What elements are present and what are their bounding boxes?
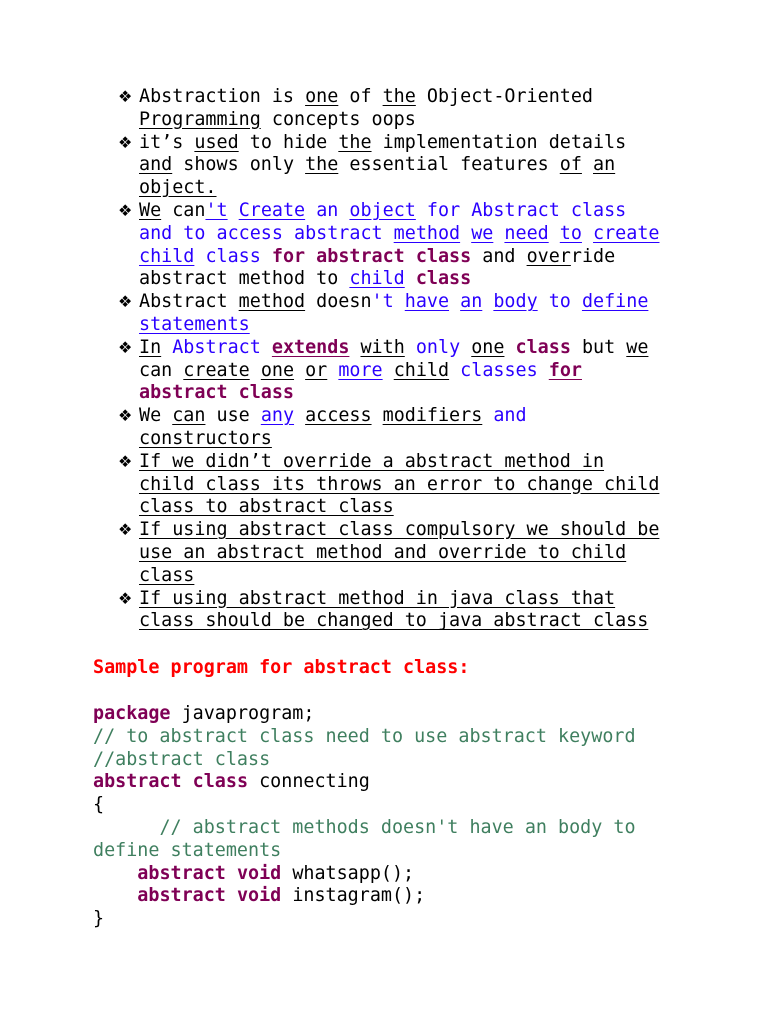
text-run: only: [415, 336, 461, 358]
text-run: [228, 200, 239, 221]
bullet-line: [139, 154, 684, 177]
text-run: whatsapp();: [281, 862, 415, 884]
text-run: Abstract: [172, 336, 261, 358]
text-run: ride: [570, 245, 616, 267]
text-run: connecting: [248, 771, 370, 793]
text-run: for: [548, 359, 582, 381]
text-run: define statements: [93, 839, 282, 861]
text-run: constructors: [139, 427, 272, 449]
text-run: [504, 337, 515, 358]
text-run: and: [493, 405, 527, 427]
text-run: [493, 223, 504, 244]
text-run: void: [236, 885, 282, 907]
diamond-bullet-icon: ❖: [118, 588, 133, 608]
text-run: and: [471, 245, 527, 267]
code-line: [93, 817, 636, 840]
code-line: [93, 863, 636, 886]
text-run: [93, 863, 137, 884]
text-run: have: [404, 291, 450, 313]
bullet-line: [139, 291, 684, 314]
text-run: of: [559, 154, 582, 176]
text-run: abstract: [93, 771, 182, 793]
text-run: class: [139, 564, 195, 586]
bullet-list: [0, 86, 768, 633]
diamond-bullet-icon: ❖: [118, 200, 133, 220]
text-run: to: [559, 222, 582, 244]
text-run: access: [305, 405, 372, 427]
text-run: Create: [238, 199, 306, 221]
text-run: concepts oops: [260, 108, 416, 130]
text-run: [161, 337, 172, 358]
text-run: an: [593, 154, 616, 176]
bullet-line: [139, 223, 684, 246]
bullet-line: [139, 200, 684, 223]
text-run: [460, 223, 471, 244]
text-run: we: [626, 336, 649, 358]
bullet-item: [0, 519, 684, 587]
text-run: shows only: [172, 154, 306, 176]
text-run: use an abstract method and override to child: [139, 541, 627, 563]
text-run: class to abstract class: [139, 496, 394, 518]
text-run: [460, 337, 471, 358]
text-run: Programming: [139, 108, 261, 130]
text-run: }: [93, 908, 105, 930]
text-run: [482, 405, 493, 426]
bullet-line: [139, 132, 684, 155]
text-run: [327, 360, 338, 381]
text-run: //abstract class: [93, 748, 271, 770]
bullet-item: [0, 588, 684, 634]
text-run: the: [338, 131, 372, 153]
bullet-item: [0, 451, 684, 519]
text-run: extends: [271, 336, 350, 358]
text-run: Object-Oriented: [415, 86, 593, 107]
text-run: [226, 863, 237, 884]
text-run: We: [139, 199, 162, 221]
diamond-bullet-icon: ❖: [118, 132, 133, 152]
text-run: abstract method to: [139, 268, 350, 290]
code-line: [93, 726, 636, 749]
text-run: to hide: [238, 131, 339, 153]
text-run: we: [471, 222, 494, 244]
text-run: one: [471, 336, 505, 358]
bullet-item: [0, 337, 684, 405]
sample-program-heading: Sample program for abstract class:: [93, 657, 470, 678]
text-run: [482, 291, 493, 312]
text-run: [349, 337, 360, 358]
text-run: [93, 885, 137, 906]
code-line: [93, 749, 636, 772]
text-run: create: [593, 222, 660, 244]
diamond-bullet-icon: ❖: [118, 87, 133, 106]
text-run: [582, 223, 593, 244]
text-run: abstract: [137, 885, 226, 907]
text-run: need: [504, 222, 549, 244]
text-run: of: [338, 86, 383, 107]
text-run: abstract: [137, 862, 226, 884]
text-run: [261, 337, 272, 358]
text-run: 't: [205, 199, 228, 221]
text-run: an: [460, 291, 483, 313]
text-run: create: [183, 359, 250, 381]
text-run: modifiers: [382, 405, 483, 427]
text-run: with: [360, 336, 405, 358]
code-line: [93, 703, 636, 726]
text-run: class: [194, 245, 272, 267]
text-run: classes: [460, 359, 538, 381]
text-run: If we didn’t override a abstract method in: [139, 450, 605, 472]
text-run: for abstract class: [271, 245, 472, 267]
text-run: body: [493, 291, 538, 313]
bullet-line: [139, 314, 684, 337]
text-run: child: [139, 245, 195, 267]
diamond-bullet-icon: ❖: [118, 406, 133, 426]
text-run: [294, 360, 305, 381]
bullet-line: [139, 405, 684, 428]
bullet-line: [139, 542, 684, 565]
text-run: [405, 337, 416, 358]
bullet-line: [139, 474, 684, 497]
bullet-item: [0, 200, 684, 291]
bullet-line: [139, 428, 684, 451]
bullet-line: [139, 109, 684, 132]
text-run: implementation details: [371, 131, 627, 153]
text-run: method: [393, 222, 461, 244]
text-run: [538, 360, 549, 381]
text-run: Abstraction is: [139, 86, 306, 107]
text-run: class should be changed to java abstract class: [139, 610, 649, 632]
text-run: instagram();: [281, 885, 426, 907]
diamond-bullet-icon: ❖: [118, 292, 133, 312]
bullet-line: [139, 451, 684, 474]
text-run: class: [415, 268, 472, 290]
text-run: We: [139, 405, 173, 427]
text-run: package: [93, 703, 171, 724]
text-run: but: [570, 336, 627, 358]
text-run: doesn: [305, 291, 372, 313]
code-line: [93, 794, 636, 817]
text-run: object: [349, 199, 416, 221]
bullet-line: [139, 86, 684, 109]
bullet-line: [139, 588, 684, 611]
bullet-line: [139, 519, 684, 542]
text-run: or: [305, 359, 328, 381]
text-run: Abstract: [139, 291, 239, 313]
text-run: [449, 291, 460, 312]
text-run: {: [93, 794, 105, 816]
text-run: and: [139, 154, 173, 176]
text-run: it’s: [139, 131, 195, 153]
text-run: If using abstract method in java class that: [139, 587, 616, 609]
bullet-line: [139, 610, 684, 633]
text-run: class: [192, 771, 249, 793]
diamond-bullet-icon: ❖: [118, 451, 133, 471]
text-run: [549, 223, 560, 244]
text-run: use: [205, 405, 261, 427]
text-run: If using abstract class compulsory we should be: [139, 519, 660, 541]
text-run: over: [526, 245, 571, 267]
text-run: can: [172, 405, 206, 427]
bullet-line: [139, 268, 684, 291]
code-line: [93, 840, 636, 863]
diamond-bullet-icon: ❖: [118, 520, 133, 540]
bullet-line: [139, 360, 684, 383]
text-run: [449, 360, 460, 381]
text-run: for Abstract class: [415, 199, 627, 221]
text-run: // abstract methods doesn't have an body to: [159, 816, 636, 838]
text-run: and to access abstract: [139, 222, 394, 244]
text-run: 't: [371, 291, 405, 313]
text-run: child: [349, 268, 405, 290]
text-run: [294, 405, 305, 426]
text-run: used: [194, 131, 239, 153]
text-run: statements: [139, 313, 250, 335]
text-run: [250, 360, 261, 381]
text-run: [182, 771, 193, 792]
text-run: one: [260, 359, 295, 381]
text-run: can: [139, 359, 184, 381]
text-run: javaprogram;: [170, 703, 315, 724]
diamond-bullet-icon: ❖: [118, 337, 133, 357]
text-run: object.: [139, 177, 217, 199]
text-run: abstract class: [139, 382, 295, 404]
text-run: more: [338, 359, 383, 381]
bullet-line: [139, 496, 684, 519]
text-run: the: [382, 86, 416, 107]
text-run: In: [139, 336, 162, 358]
code-block: [93, 703, 636, 931]
text-run: any: [260, 405, 295, 427]
text-run: // to abstract class need to use abstract keyword: [93, 725, 636, 747]
text-run: [372, 405, 383, 426]
code-line: [93, 908, 636, 931]
text-run: essential features: [338, 154, 560, 176]
bullet-line: [139, 177, 684, 200]
text-run: [383, 360, 394, 381]
text-run: [226, 885, 237, 906]
text-run: [582, 154, 593, 175]
text-run: an: [305, 199, 350, 221]
code-line: [93, 771, 636, 794]
bullet-item: [0, 405, 684, 451]
bullet-item: [0, 132, 684, 200]
text-run: class: [515, 336, 571, 358]
text-run: child: [393, 359, 450, 381]
text-run: void: [236, 862, 282, 884]
text-run: [93, 817, 159, 838]
text-run: one: [305, 86, 339, 107]
bullet-item: [0, 291, 684, 337]
text-run: child class its throws an error to change child: [139, 473, 660, 495]
text-run: the: [305, 154, 339, 176]
text-run: to: [537, 291, 582, 313]
bullet-line: [139, 382, 684, 405]
text-run: method: [238, 291, 306, 313]
text-run: [405, 268, 416, 289]
bullet-line: [139, 337, 684, 360]
text-run: can: [161, 199, 206, 221]
code-line: [93, 885, 636, 908]
text-run: define: [581, 291, 649, 313]
bullet-line: [139, 565, 684, 588]
bullet-line: [139, 246, 684, 269]
bullet-item: [0, 86, 684, 132]
